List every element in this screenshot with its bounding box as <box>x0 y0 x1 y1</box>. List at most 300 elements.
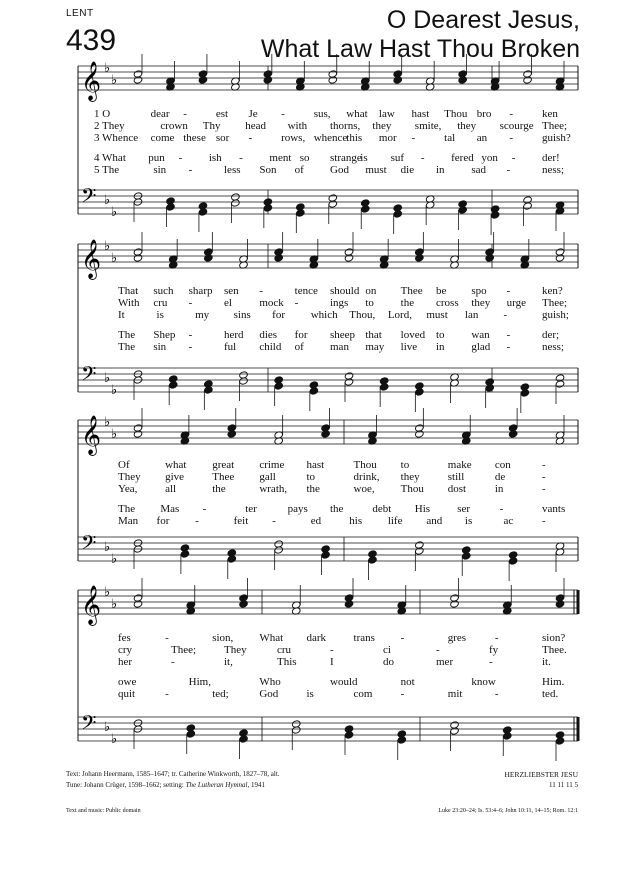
lyric-syllable: ings <box>330 297 349 309</box>
treble-clef-icon: 𝄞 <box>81 585 102 625</box>
notehead <box>344 254 354 262</box>
lyric-syllable: ful <box>224 341 237 353</box>
lyric-syllable: sin <box>153 164 167 176</box>
notehead <box>227 555 237 563</box>
lyric-syllable: - <box>188 297 193 309</box>
notehead <box>239 377 249 385</box>
lyric-syllable: - <box>511 152 516 164</box>
lyric-syllable: not <box>400 676 415 688</box>
lyric-syllable: - <box>330 644 334 656</box>
lyric-syllable: owe <box>118 676 137 688</box>
notehead <box>523 202 533 210</box>
lyric-syllable: give <box>165 471 185 483</box>
notehead <box>397 736 407 744</box>
notehead <box>321 551 331 559</box>
lyric-syllable: such <box>153 285 174 297</box>
lyric-syllable: for <box>294 329 308 341</box>
lyric-syllable: fy <box>489 644 499 656</box>
flat-icon: ♭ <box>104 371 111 386</box>
notehead <box>555 737 565 745</box>
lyric-syllable: - <box>188 329 193 341</box>
credit-tune-source: The Lutheran Hymnal <box>185 781 248 789</box>
lyric-syllable: tal <box>444 132 456 144</box>
lyric-syllable: fes <box>118 632 131 644</box>
lyric-syllable: feit <box>233 515 249 527</box>
lyric-syllable: tence <box>294 285 318 297</box>
lyric-syllable: should <box>330 285 360 297</box>
notehead <box>393 210 403 218</box>
lyric-syllable: child <box>259 341 282 353</box>
lyric-syllable: ser <box>457 503 471 515</box>
treble-clef-icon: 𝄞 <box>81 61 102 101</box>
notehead <box>508 557 518 565</box>
lyric-syllable: Thy <box>202 120 221 132</box>
lyric-syllable: Thee; <box>542 120 568 132</box>
lyric-syllable: They <box>118 471 141 483</box>
notehead <box>227 430 237 438</box>
lyric-syllable: know <box>471 676 496 688</box>
lyric-syllable: with <box>287 120 308 132</box>
notehead <box>415 547 425 555</box>
lyric-syllable: ken <box>542 108 558 120</box>
notehead <box>461 552 471 560</box>
scripture-refs: Luke 23:20–24; Is. 53:4–6; John 10:11, 14–15; Rom. 12:1 <box>438 808 578 814</box>
lyric-syllable: - <box>542 471 546 483</box>
lyric-syllable: Son <box>259 164 277 176</box>
lyric-syllable: herd <box>224 329 244 341</box>
credit-text: Text: Johann Heermann, 1585–1647; tr. Catherine Winkworth, 1827–78, alt. <box>66 770 280 778</box>
lyric-syllable: all <box>165 483 177 495</box>
lyric-syllable: scourge <box>499 120 534 132</box>
lyric-syllable: sad <box>471 164 486 176</box>
lyric-syllable: Je <box>248 108 258 120</box>
lyric-syllable: - <box>489 656 493 668</box>
notehead <box>555 600 565 608</box>
lyric-syllable: life <box>387 515 403 527</box>
lyric-syllable: it, <box>224 656 233 668</box>
lyric-syllable: drink, <box>353 471 380 483</box>
bass-clef-icon: 𝄢 <box>81 184 97 212</box>
lyric-syllable: in <box>436 341 445 353</box>
lyric-syllable: an <box>476 132 488 144</box>
lyric-syllable: for <box>272 309 285 321</box>
lyric-syllable: His <box>414 503 431 515</box>
lyric-syllable: Thee <box>212 471 235 483</box>
lyric-syllable: der; <box>542 329 560 341</box>
notehead <box>523 76 533 84</box>
lyric-syllable: great <box>212 459 235 471</box>
lyric-syllable: Thou, <box>349 309 376 321</box>
lyric-syllable: sion? <box>542 632 566 644</box>
lyric-syllable: sheep <box>330 329 356 341</box>
lyric-syllable: vants <box>542 503 566 515</box>
lyric-syllable: - <box>400 688 405 700</box>
season-label: LENT <box>66 8 94 19</box>
lyric-syllable: mock <box>259 297 284 309</box>
notehead <box>555 254 565 262</box>
notehead <box>263 76 273 84</box>
lyric-syllable: is <box>464 515 473 527</box>
lyric-syllable: make <box>447 459 472 471</box>
lyric-syllable: The <box>118 341 136 353</box>
hymn-title-line-1: O Dearest Jesus, <box>386 6 580 34</box>
lyric-syllable: man <box>330 341 349 353</box>
lyric-syllable: hast <box>411 108 430 120</box>
lyric-syllable: guish; <box>542 309 569 321</box>
notehead <box>508 430 518 438</box>
lyric-syllable: - <box>400 632 405 644</box>
lyric-syllable: the <box>330 503 344 515</box>
lyric-syllable: - <box>506 329 511 341</box>
lyric-syllable: Mas <box>160 503 180 515</box>
lyric-syllable: ted. <box>542 688 559 700</box>
flat-icon: ♭ <box>104 239 111 254</box>
lyric-syllable: - <box>506 164 511 176</box>
lyric-syllable: in <box>436 164 445 176</box>
lyric-syllable: glad <box>471 341 491 353</box>
lyric-syllable: Thee; <box>542 297 568 309</box>
lyric-syllable: - <box>272 515 276 527</box>
lyric-syllable: mit <box>447 688 463 700</box>
notehead <box>274 382 284 390</box>
lyric-syllable: would <box>330 676 358 688</box>
lyric-syllable: - <box>499 503 504 515</box>
notehead <box>133 430 143 438</box>
flat-icon: ♭ <box>104 720 111 735</box>
credit-tune-prefix: Tune: Johann Crüger, 1598–1662; setting: <box>66 781 186 789</box>
lyric-syllable: must <box>426 309 448 321</box>
lyric-syllable: el <box>224 297 232 309</box>
lyric-syllable: dost <box>447 483 467 495</box>
lyric-syllable: - <box>503 309 508 321</box>
notehead <box>166 203 176 211</box>
bass-clef-icon: 𝄢 <box>81 711 97 739</box>
lyric-syllable: must <box>365 164 387 176</box>
notehead <box>502 732 512 740</box>
lyric-syllable: - <box>294 297 299 309</box>
lyric-syllable: ment <box>269 152 292 164</box>
treble-clef-icon: 𝄞 <box>81 239 102 279</box>
notehead <box>133 600 143 608</box>
lyric-syllable: suf <box>390 152 405 164</box>
lyric-syllable: The <box>118 503 136 515</box>
notehead <box>450 727 460 735</box>
bass-clef-icon: 𝄢 <box>81 362 97 390</box>
flat-icon: ♭ <box>111 552 118 567</box>
lyric-syllable: That <box>118 285 139 297</box>
flat-icon: ♭ <box>111 73 118 88</box>
lyric-syllable: the <box>212 483 226 495</box>
lyric-syllable: cry <box>118 644 133 656</box>
treble-clef-icon: 𝄞 <box>81 415 102 455</box>
lyric-syllable: come <box>150 132 175 144</box>
lyric-syllable: sen <box>224 285 239 297</box>
lyric-syllable: dear <box>150 108 170 120</box>
lyric-syllable: - <box>165 632 169 644</box>
lyric-syllable: less <box>224 164 241 176</box>
lyric-syllable: est <box>215 108 229 120</box>
notehead <box>204 386 214 394</box>
lyric-syllable: - <box>195 515 199 527</box>
lyric-syllable: God <box>259 688 279 700</box>
notehead <box>198 76 208 84</box>
lyric-syllable: - <box>494 688 499 700</box>
lyric-syllable: - <box>542 459 546 471</box>
flat-icon: ♭ <box>104 540 111 555</box>
lyric-syllable: yon <box>481 152 498 164</box>
notehead <box>309 387 319 395</box>
notehead <box>328 200 338 208</box>
notehead <box>379 383 389 391</box>
notehead <box>231 199 241 207</box>
lyric-syllable: ter <box>245 503 257 515</box>
lyric-syllable: con <box>494 459 511 471</box>
notehead <box>274 254 284 262</box>
lyric-syllable: They <box>224 644 247 656</box>
lyric-syllable: ness; <box>542 341 564 353</box>
lyric-syllable: - <box>178 152 183 164</box>
lyric-syllable: ness; <box>542 164 564 176</box>
lyric-syllable: ted; <box>212 688 229 700</box>
notehead <box>168 381 178 389</box>
lyric-syllable: - <box>436 644 440 656</box>
meter: 11 11 11 5 <box>549 781 578 789</box>
lyric-syllable: woe, <box>353 483 375 495</box>
lyric-syllable: spo <box>471 285 487 297</box>
lyric-syllable: cross <box>436 297 459 309</box>
lyric-syllable: that <box>365 329 382 341</box>
lyric-syllable: these <box>183 132 206 144</box>
lyric-syllable: pays <box>287 503 308 515</box>
lyric-syllable: dark <box>306 632 326 644</box>
lyric-syllable: cru <box>153 297 168 309</box>
lyric-syllable: - <box>202 503 207 515</box>
lyric-syllable: is <box>306 688 314 700</box>
lyric-syllable: 4 What <box>94 152 126 164</box>
lyric-syllable: mor <box>378 132 397 144</box>
lyric-syllable: head <box>245 120 266 132</box>
flat-icon: ♭ <box>104 61 111 76</box>
lyric-syllable: it. <box>542 656 551 668</box>
lyric-syllable: ken? <box>542 285 563 297</box>
lyric-syllable: com <box>353 688 373 700</box>
notehead <box>186 730 196 738</box>
lyric-syllable: de <box>494 471 506 483</box>
lyric-syllable: thorns, <box>330 120 361 132</box>
lyric-syllable: this <box>346 132 363 144</box>
lyric-syllable: and <box>426 515 443 527</box>
lyric-syllable: of <box>294 164 304 176</box>
lyric-syllable: Thou <box>400 483 424 495</box>
tune-name: HERZLIEBSTER JESU <box>504 770 578 779</box>
lyric-syllable: bro <box>476 108 492 120</box>
notehead <box>263 204 273 212</box>
lyric-syllable: her <box>118 656 133 668</box>
notehead <box>555 380 565 388</box>
lyric-syllable: - <box>281 108 285 120</box>
flat-icon: ♭ <box>111 732 118 747</box>
notehead <box>296 209 306 217</box>
lyric-syllable: hast <box>306 459 325 471</box>
notehead <box>485 254 495 262</box>
lyric-syllable: Yea, <box>118 483 138 495</box>
notehead <box>239 600 249 608</box>
notehead <box>458 76 468 84</box>
lyric-syllable: - <box>494 632 499 644</box>
lyric-syllable: - <box>506 341 511 353</box>
notehead <box>274 546 284 554</box>
lyric-syllable: strange <box>330 152 362 164</box>
notehead <box>458 206 468 214</box>
notehead <box>393 76 403 84</box>
lyric-syllable: mer <box>436 656 454 668</box>
lyric-syllable: my <box>195 309 210 321</box>
lyric-syllable: Thou <box>353 459 377 471</box>
lyric-syllable: - <box>506 285 511 297</box>
lyric-syllable: be <box>436 285 447 297</box>
lyric-syllable: they <box>457 120 477 132</box>
lyric-syllable: crown <box>160 120 188 132</box>
notehead <box>344 731 354 739</box>
lyric-syllable: 1 O <box>94 108 111 120</box>
lyric-syllable: It <box>118 309 125 321</box>
lyric-syllable: - <box>542 483 546 495</box>
lyric-syllable: I <box>330 656 334 668</box>
lyric-syllable: whence <box>313 132 348 144</box>
credit-tune <box>66 781 265 789</box>
lyric-syllable: - <box>248 132 253 144</box>
notehead <box>321 430 331 438</box>
notehead <box>328 76 338 84</box>
notehead <box>133 254 143 262</box>
lyric-syllable: Him. <box>542 676 565 688</box>
lyric-syllable: sharp <box>188 285 213 297</box>
lyric-syllable: wrath, <box>259 483 288 495</box>
lyric-syllable: sus, <box>313 108 331 120</box>
hymn-number: 439 <box>66 24 117 57</box>
lyric-syllable: Man <box>118 515 139 527</box>
lyric-syllable: ish <box>208 152 222 164</box>
flat-icon: ♭ <box>104 585 111 600</box>
lyric-syllable: Him, <box>188 676 211 688</box>
lyric-syllable: for <box>156 515 170 527</box>
lyric-syllable: - <box>259 285 263 297</box>
notehead <box>239 735 249 743</box>
lyric-syllable: trans <box>353 632 375 644</box>
lyric-syllable: do <box>383 656 394 668</box>
lyric-syllable: der! <box>542 152 560 164</box>
notehead <box>344 378 354 386</box>
lyric-syllable: sor <box>215 132 230 144</box>
lyric-syllable: sins <box>233 309 251 321</box>
lyric-syllable: urge <box>506 297 527 309</box>
lyric-syllable: quit <box>118 688 136 700</box>
lyric-syllable: 5 The <box>94 164 120 176</box>
lyric-syllable: debt <box>372 503 392 515</box>
lyric-syllable: - <box>165 688 169 700</box>
lyric-syllable: his <box>349 515 363 527</box>
lyric-syllable: which <box>310 309 338 321</box>
lyric-syllable: God <box>330 164 349 176</box>
lyric-syllable: ed <box>310 515 322 527</box>
rights-notice: Text and music: Public domain <box>66 808 141 814</box>
notehead <box>485 384 495 392</box>
flat-icon: ♭ <box>104 193 111 208</box>
notehead <box>360 205 370 213</box>
lyric-syllable: ac <box>503 515 514 527</box>
lyric-syllable: ci <box>383 644 391 656</box>
lyric-syllable: This <box>277 656 297 668</box>
lyric-syllable: to <box>400 459 410 471</box>
lyric-syllable: - <box>420 152 425 164</box>
flat-icon: ♭ <box>111 427 118 442</box>
lyric-syllable: loved <box>400 329 426 341</box>
notehead <box>198 208 208 216</box>
lyric-syllable: - <box>411 132 416 144</box>
notehead <box>368 556 378 564</box>
lyric-syllable: - <box>542 515 546 527</box>
flat-icon: ♭ <box>104 415 111 430</box>
lyric-syllable: what <box>346 108 368 120</box>
lyric-syllable: sin <box>153 341 167 353</box>
lyric-syllable: 3 Whence <box>94 132 139 144</box>
lyric-syllable: Lord, <box>387 309 412 321</box>
lyric-syllable: guish? <box>542 132 571 144</box>
notehead <box>415 388 425 396</box>
lyric-syllable: - <box>188 341 193 353</box>
lyric-syllable: in <box>494 483 504 495</box>
lyric-syllable: is <box>360 152 368 164</box>
lyric-syllable: Who <box>259 676 281 688</box>
lyric-syllable: Thou <box>444 108 468 120</box>
lyric-syllable: they <box>471 297 491 309</box>
lyric-syllable: fered <box>451 152 474 164</box>
flat-icon: ♭ <box>111 597 118 612</box>
lyric-syllable: the <box>306 483 320 495</box>
flat-icon: ♭ <box>111 251 118 266</box>
lyric-syllable: they <box>400 471 420 483</box>
lyric-syllable: to <box>436 329 445 341</box>
lyric-syllable: pun <box>148 152 165 164</box>
lyric-syllable: The <box>118 329 136 341</box>
notehead <box>450 600 460 608</box>
lyric-syllable: crime <box>259 459 285 471</box>
notehead <box>415 430 425 438</box>
notehead <box>204 254 214 262</box>
notehead <box>291 726 301 734</box>
lyric-syllable: - <box>171 656 175 668</box>
lyric-syllable: gres <box>447 632 467 644</box>
hymn-title-line-2: What Law Hast Thou Broken <box>260 35 580 63</box>
lyric-syllable: so <box>299 152 310 164</box>
lyric-syllable: may <box>365 341 385 353</box>
lyric-syllable: Shep <box>153 329 176 341</box>
lyric-syllable: Thee; <box>171 644 197 656</box>
lyric-syllable: - <box>183 108 187 120</box>
lyric-syllable: What <box>259 632 284 644</box>
lyric-syllable: what <box>165 459 187 471</box>
lyric-syllable: - <box>188 164 193 176</box>
lyric-syllable: the <box>400 297 415 309</box>
lyric-syllable: Of <box>118 459 130 471</box>
lyric-syllable: on <box>365 285 377 297</box>
notehead <box>133 76 143 84</box>
lyric-syllable: die <box>400 164 415 176</box>
notehead <box>344 600 354 608</box>
lyric-syllable: dies <box>259 329 278 341</box>
lyric-syllable: still <box>447 471 465 483</box>
flat-icon: ♭ <box>111 383 118 398</box>
